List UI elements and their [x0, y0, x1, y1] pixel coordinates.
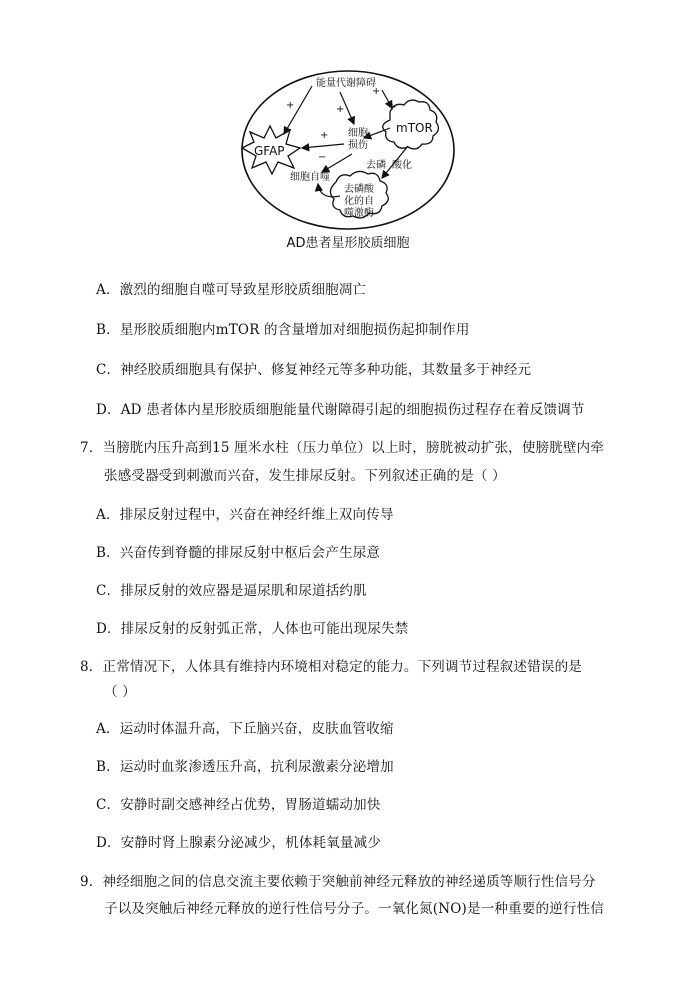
- q7-stem-line1: 7．当膀胱内压升高到15 厘米水柱（压力单位）以上时，膀胱被动扩张，使膀胱壁内牵: [80, 440, 605, 456]
- kinase-label-1: 去磷酸: [344, 184, 374, 195]
- q6-option-c: C．神经胶质细胞具有保护、修复神经元等多种功能，其数量多于神经元: [96, 362, 532, 378]
- q8-stem-line1: 8．正常情况下，人体具有维持内环境相对稳定的能力。下列调节过程叙述错误的是: [80, 659, 582, 675]
- q8-option-a: A．运动时体温升高，下丘脑兴奋，皮肤血管收缩: [96, 721, 394, 737]
- q9-stem-line1: 9．神经细胞之间的信息交流主要依赖于突触前神经元释放的神经递质等顺行性信号分: [80, 874, 596, 890]
- q6-option-a: A．激烈的细胞自噬可导致星形胶质细胞凋亡: [96, 282, 367, 298]
- q7-option-c: C．排尿反射的效应器是逼尿肌和尿道括约肌: [96, 583, 367, 599]
- edge-dephos-label-2: 酸化: [392, 160, 412, 171]
- q7-stem-line2: 张感受器受到刺激而兴奋，发生排尿反射。下列叙述正确的是（ ）: [104, 468, 506, 484]
- gfap-label: GFAP: [254, 144, 285, 158]
- diagram-svg: [240, 68, 456, 258]
- q7-option-b: B．兴奋传到脊髓的排尿反射中枢后会产生尿意: [96, 545, 381, 561]
- energy-label: 能量代谢障碍: [316, 78, 376, 89]
- plus-sign: +: [320, 130, 329, 141]
- plus-sign: +: [388, 102, 397, 113]
- q8-option-b: B．运动时血浆渗透压升高，抗利尿激素分泌增加: [96, 759, 394, 775]
- q7-option-d: D．排尿反射的反射弧正常，人体也可能出现尿失禁: [96, 621, 409, 637]
- kinase-label-2: 化的自: [344, 196, 374, 207]
- q8-stem-line2: （ ）: [104, 684, 136, 700]
- mtor-label: mTOR: [396, 121, 433, 135]
- damage-label-1: 细胞: [348, 128, 368, 139]
- plus-sign: +: [336, 104, 345, 115]
- damage-label-2: 损伤: [348, 140, 368, 151]
- diagram-caption: AD患者星形胶质细胞: [286, 236, 410, 251]
- minus-sign: −: [318, 152, 327, 163]
- q8-option-d: D．安静时肾上腺素分泌减少，机体耗氧量减少: [96, 835, 382, 851]
- q6-option-d: D．AD 患者体内星形胶质细胞能量代谢障碍引起的细胞损伤过程存在着反馈调节: [96, 402, 585, 418]
- q9-stem-line2: 子以及突触后神经元释放的逆行性信号分子。一氧化氮(NO)是一种重要的逆行性信: [104, 901, 605, 917]
- kinase-label-3: 噬激酶: [344, 208, 374, 219]
- plus-sign: +: [372, 86, 381, 97]
- q7-option-a: A．排尿反射过程中，兴奋在神经纤维上双向传导: [96, 507, 394, 523]
- q8-option-c: C．安静时副交感神经占优势，胃肠道蠕动加快: [96, 797, 381, 813]
- plus-sign: +: [286, 100, 295, 111]
- edge-dephos-label-1: 去磷: [366, 160, 386, 171]
- autophagy-label: 细胞自噬: [290, 172, 330, 183]
- q6-option-b: B．星形胶质细胞内mTOR 的含量增加对细胞损伤起抑制作用: [96, 322, 470, 338]
- ad-astrocyte-diagram: [240, 68, 456, 258]
